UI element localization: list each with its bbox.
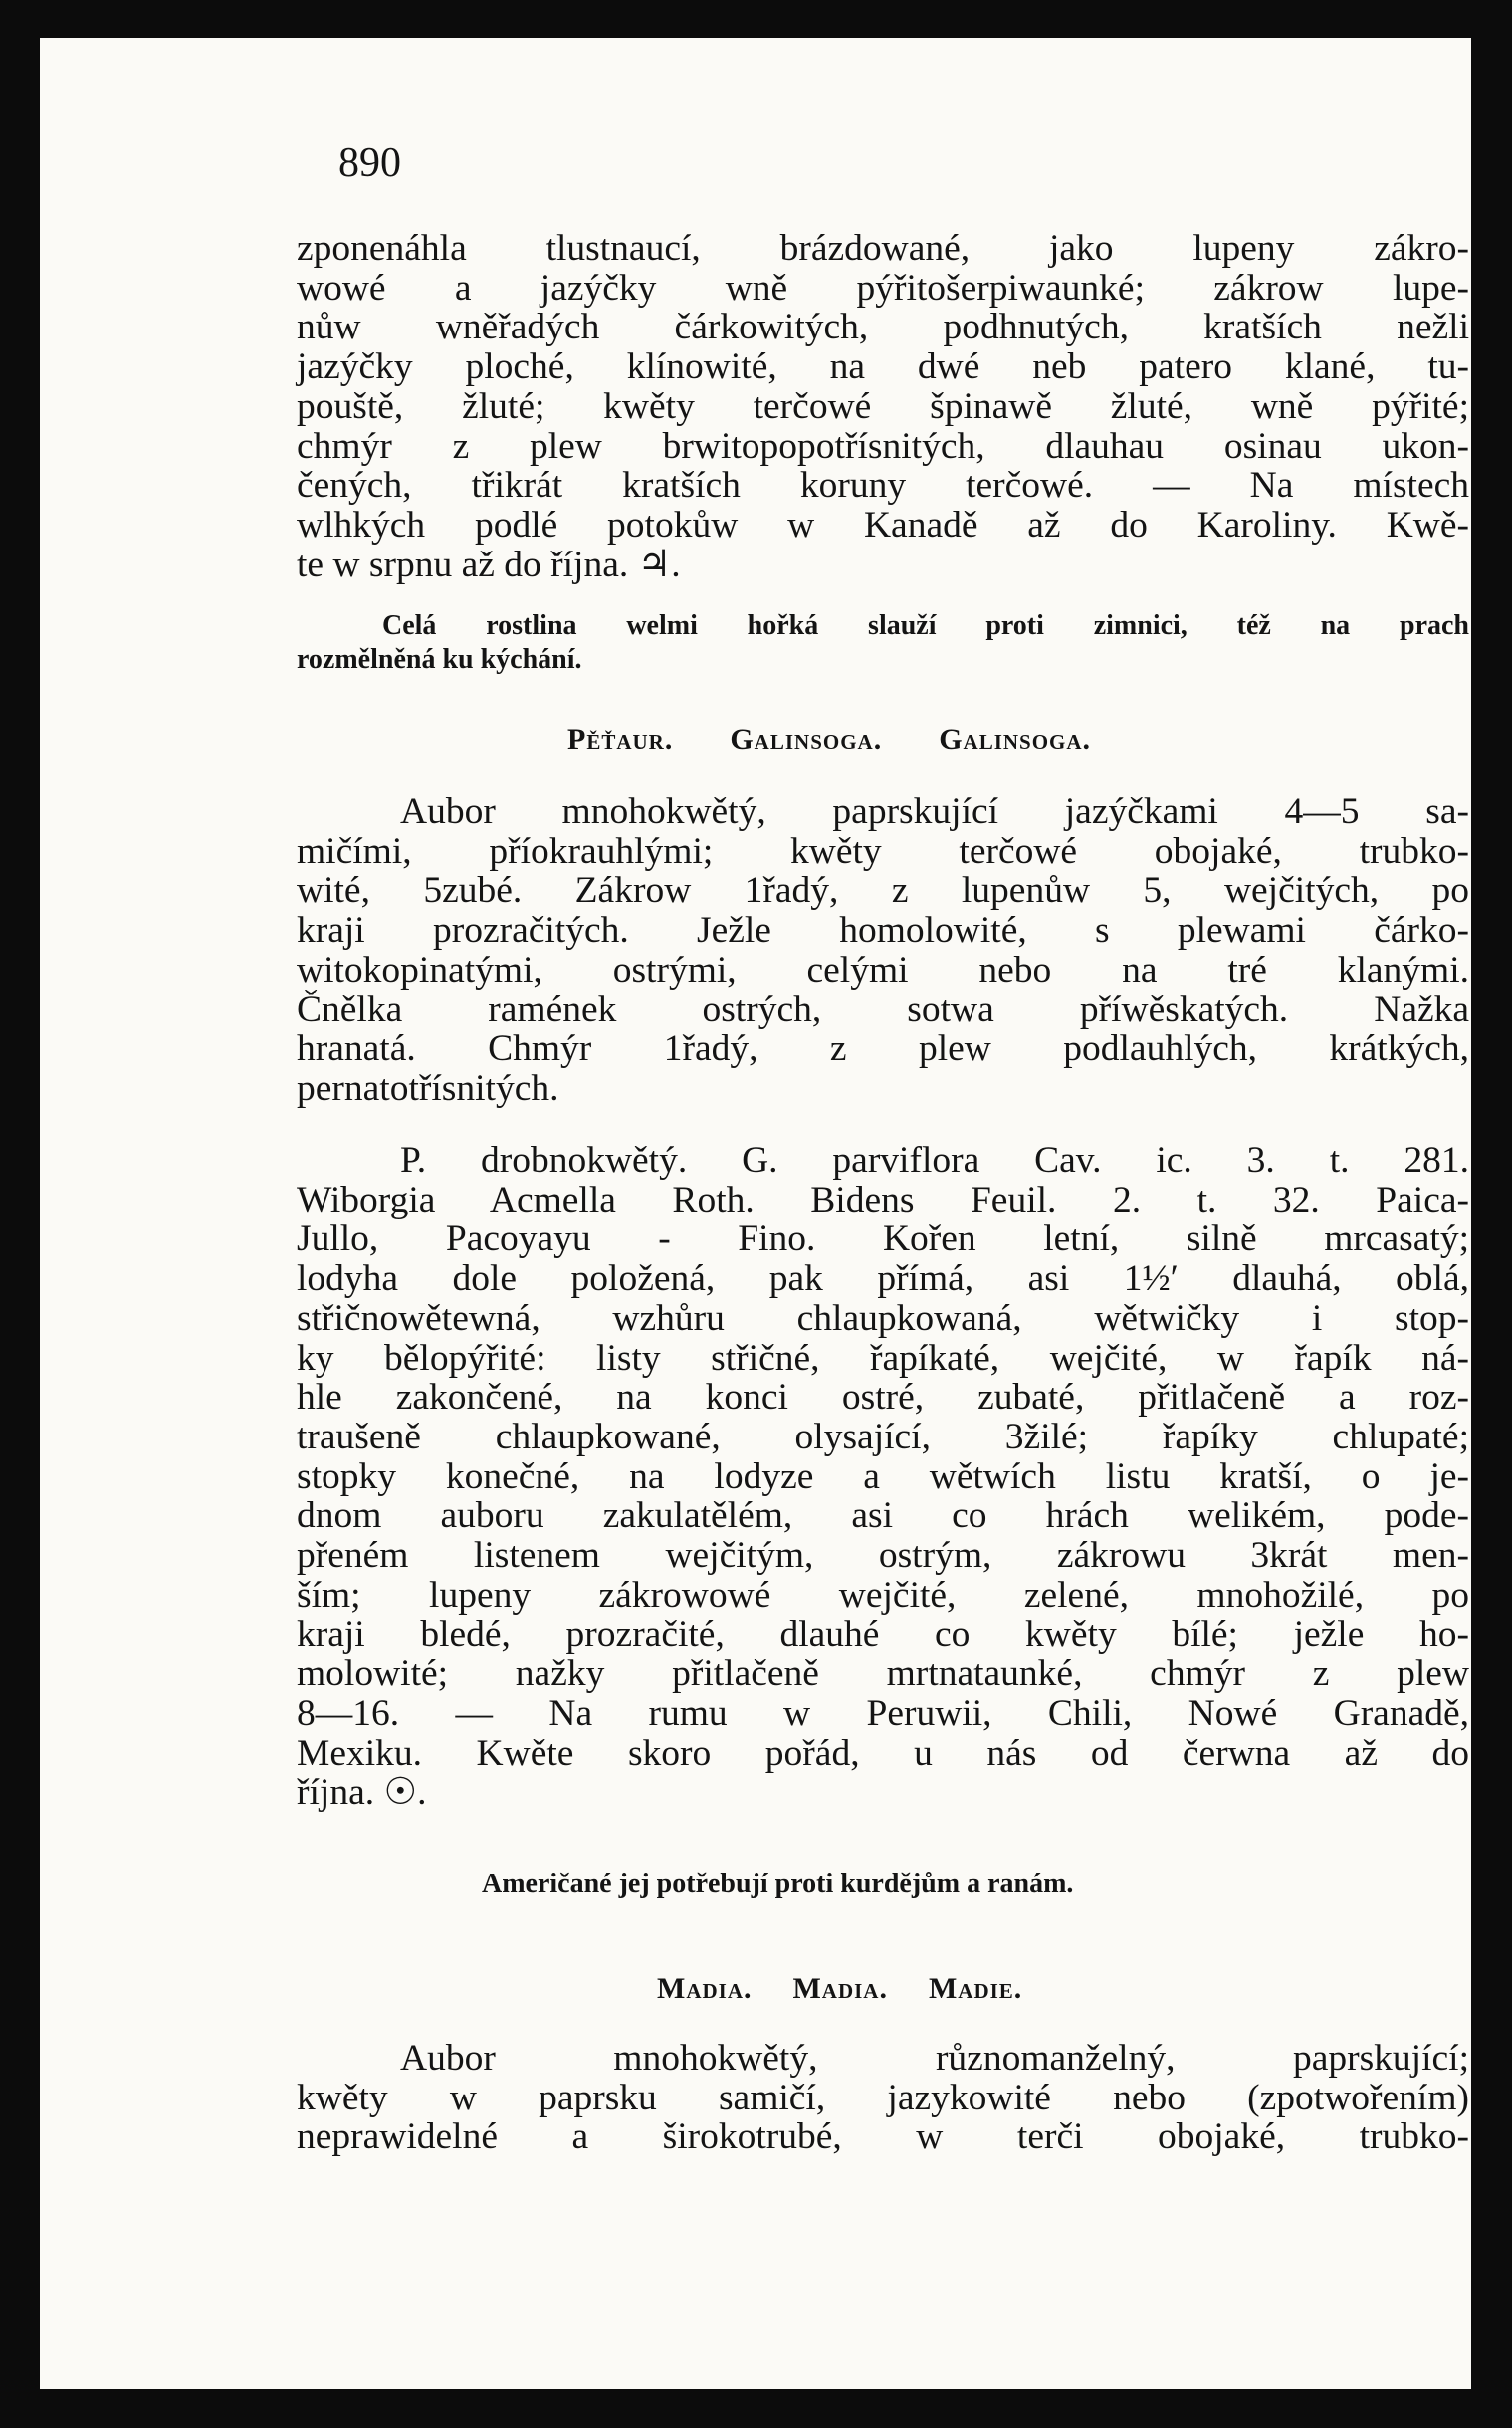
text-line: wité, 5zubé. Zákrow 1řadý, z lupenůw 5, wejčitých, po bbox=[297, 870, 1469, 912]
page-number: 890 bbox=[338, 140, 401, 186]
text-line: wlhkých podlé potokůw w Kanadě až do Karoliny. Kwě- bbox=[297, 504, 1469, 546]
text-line: Čnělka ramének ostrých, sotwa příwěskatých. Nažka bbox=[297, 989, 1469, 1030]
text-line: přeném listenem wejčitým, ostrým, zákrowu 3krát men- bbox=[297, 1535, 1469, 1577]
text-line: pouště, žluté; kwěty terčowé špinawě žluté, wně pýřité; bbox=[297, 385, 1469, 427]
text-line: hle zakončené, na konci ostré, zubaté, přitlačeně a roz- bbox=[297, 1377, 1469, 1419]
text-line: mičími, příokrauhlými; kwěty terčowé obojaké, trubko- bbox=[297, 830, 1469, 872]
genus-alt-name: Madie. bbox=[928, 1972, 1023, 2005]
text-line: nůw wněřadých čárkowitých, podhnutých, kratších nežli bbox=[297, 307, 1469, 348]
text-line: pernatotřísnitých. bbox=[297, 1067, 559, 1109]
text-line: října. ☉. bbox=[297, 1772, 427, 1814]
text-line: ším; lupeny zákrowowé wejčité, zelené, mnohožilé, po bbox=[297, 1574, 1469, 1616]
text-line: lodyha dole položená, pak přímá, asi 1½′ dlauhá, oblá, bbox=[297, 1258, 1469, 1300]
genus-heading bbox=[567, 723, 1091, 757]
genus-latin-name: Madia. bbox=[792, 1972, 888, 2005]
text-line: kraji bledé, prozračité, dlauhé co kwěty bílé; ježle ho- bbox=[297, 1614, 1469, 1655]
note-line: rozmělněná ku kýchání. bbox=[297, 644, 582, 675]
genus-czech-name: Pěťaur. bbox=[567, 723, 674, 756]
genus-czech-name: Madia. bbox=[657, 1972, 753, 2005]
genus-alt-name: Galinsoga. bbox=[939, 723, 1092, 756]
genus-heading bbox=[657, 1972, 1022, 2006]
text-line: zponenáhla tlustnaucí, brázdowané, jako lupeny zákro- bbox=[297, 228, 1469, 269]
species-title-line: P. drobnokwětý. G. parviflora Cav. ic. 3. t. 281. bbox=[400, 1140, 1469, 1181]
genus-description bbox=[297, 792, 1469, 1109]
usage-note: Američané jej potřebují proti kurdějům a ranám. bbox=[482, 1869, 1074, 1899]
text-line: wowé a jazýčky wně pýřitošerpiwaunké; zákrow lupe- bbox=[297, 267, 1469, 309]
text-line: střičnowětewná, wzhůru chlaupkowaná, wětwičky i stop- bbox=[297, 1297, 1469, 1339]
text-line: chmýr z plew brwitopopotřísnitých, dlauhau osinau ukon- bbox=[297, 425, 1469, 467]
genus-latin-name: Galinsoga. bbox=[730, 723, 883, 756]
text-line: hranatá. Chmýr 1řadý, z plew podlauhlých, krátkých, bbox=[297, 1028, 1469, 1070]
book-page bbox=[40, 38, 1471, 2389]
note-line: Celá rostlina welmi hořká slauží proti zimnici, též na prach bbox=[382, 610, 1469, 641]
genus-description bbox=[297, 2039, 1469, 2157]
text-line: Aubor mnohokwětý, paprskující jazýčkami 4—5 sa- bbox=[400, 791, 1469, 832]
text-line: 8—16. — Na rumu w Peruwii, Chili, Nowé Granadě, bbox=[297, 1692, 1469, 1734]
text-line: kwěty w paprsku samičí, jazykowité nebo (zpotwořením) bbox=[297, 2077, 1469, 2118]
species-description bbox=[297, 1141, 1469, 1813]
text-line: molowité; nažky přitlačeně mrtnataunké, chmýr z plew bbox=[297, 1654, 1469, 1695]
text-line: neprawidelné a širokotrubé, w terči obojaké, trubko- bbox=[297, 2116, 1469, 2158]
text-line: Jullo, Pacoyayu - Fino. Kořen letní, silně mrcasatý; bbox=[297, 1218, 1469, 1260]
text-line: čených, třikrát kratších koruny terčowé. — Na místech bbox=[297, 465, 1469, 507]
text-line: Aubor mnohokwětý, různomanželný, paprskující; bbox=[400, 2038, 1469, 2079]
text-line: traušeně chlaupkowané, olysající, 3žilé; řapíky chlupaté; bbox=[297, 1416, 1469, 1457]
text-line: kraji prozračitých. Ježle homolowité, s plewami čárko- bbox=[297, 910, 1469, 952]
text-line: jazýčky ploché, klínowité, na dwé neb patero klané, tu- bbox=[297, 346, 1469, 388]
text-line: te w srpnu až do října. ♃. bbox=[297, 544, 681, 585]
text-line: ky bělopýřité: listy střičné, řapíkaté, wejčité, w řapík ná- bbox=[297, 1337, 1469, 1379]
text-line: Wiborgia Acmella Roth. Bidens Feuil. 2. t. 32. Paica- bbox=[297, 1179, 1469, 1220]
text-line: stopky konečné, na lodyze a wětwích listu kratší, o je- bbox=[297, 1455, 1469, 1497]
description-continued bbox=[297, 229, 1469, 584]
usage-note bbox=[297, 609, 1469, 677]
text-line: Mexiku. Kwěte skoro pořád, u nás od čerwna až do bbox=[297, 1732, 1469, 1774]
text-line: witokopinatými, ostrými, celými nebo na tré klanými. bbox=[297, 949, 1469, 991]
text-line: dnom auboru zakulatělém, asi co hrách welikém, pode- bbox=[297, 1495, 1469, 1537]
